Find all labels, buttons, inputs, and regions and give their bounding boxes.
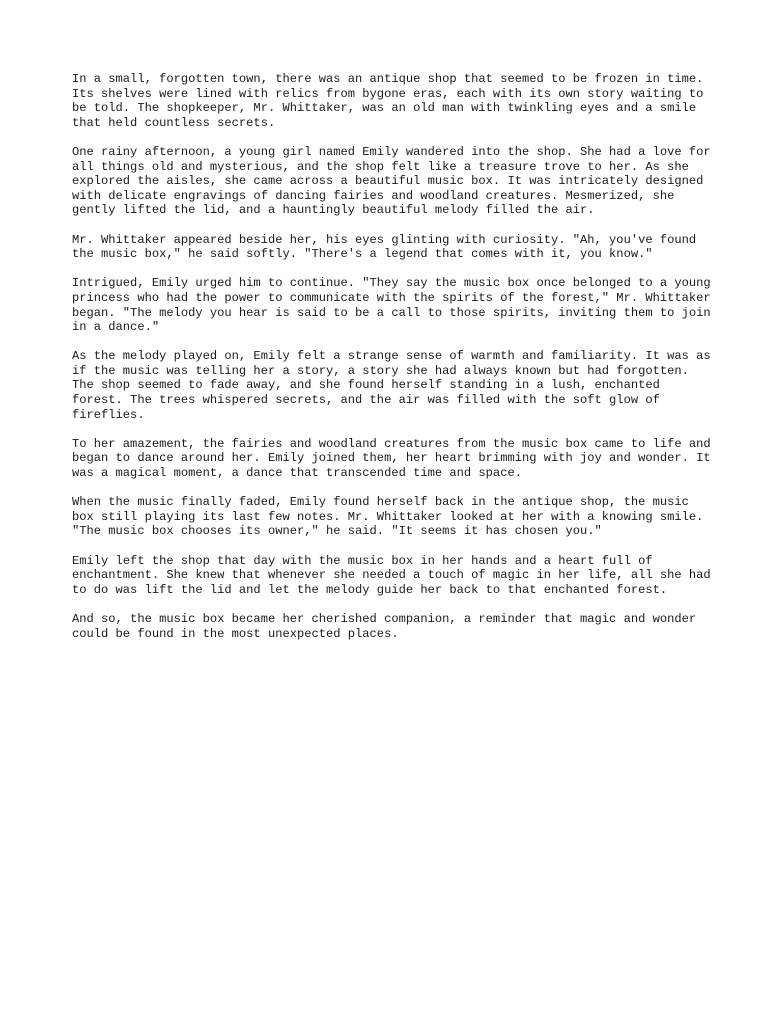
story-paragraph: When the music finally faded, Emily found herself back in the antique shop, the music box still playing its last few notes. Mr. Whittaker looked at her with a knowing smile. "The music box chooses its owner," he said. "It seems it has chosen you." xyxy=(72,495,704,539)
story-paragraph: And so, the music box became her cherished companion, a reminder that magic and wonder could be found in the most unexpected places. xyxy=(72,611,697,641)
story-paragraph: In a small, forgotten town, there was an antique shop that seemed to be frozen in time. Its shelves were lined with relics from bygone eras, each with its own story waiting to be told. The shopkeeper, Mr. Whittaker, was an old man with twinkling eyes and a smile that held countless secrets. xyxy=(72,72,704,130)
story-paragraph: As the melody played on, Emily felt a strange sense of warmth and familiarity. It was as if the music was telling her a story, a story she had always known but had forgotten. The shop seemed to fade away, and she found herself standing in a lush, enchanted forest. The trees whispered secrets, and the air was filled with the soft glow of fireflies. xyxy=(72,349,711,422)
story-paragraph: Emily left the shop that day with the music box in her hands and a heart full of enchantment. She knew that whenever she needed a touch of magic in her life, all she had to do was lift the lid and let the melody guide her back to that enchanted forest. xyxy=(72,553,711,597)
story-paragraph: To her amazement, the fairies and woodland creatures from the music box came to life and began to dance around her. Emily joined them, her heart brimming with joy and wonder. It was a magical moment, a dance that transcended time and space. xyxy=(72,436,711,481)
story-paragraph: Mr. Whittaker appeared beside her, his eyes glinting with curiosity. "Ah, you've found the music box," he said softly. "There's a legend that comes with it, you know." xyxy=(72,232,697,262)
story-paragraph: One rainy afternoon, a young girl named Emily wandered into the shop. She had a love for all things old and mysterious, and the shop felt like a treasure trove to her. As she explored the aisles, she came across a beautiful music box. It was intricately designed with delicate engravings of dancing fairies and woodland creatures. Mesmerized, she gently lifted the lid, and a hauntingly beautiful melody filled the air. xyxy=(72,144,711,218)
story-paragraph: Intrigued, Emily urged him to continue. "They say the music box once belonged to a young princess who had the power to communicate with the spirits of the forest," Mr. Whittaker began. "The melody you hear is said to be a call to those spirits, inviting them to join in a dance." xyxy=(72,276,711,335)
document-page xyxy=(72,72,712,656)
